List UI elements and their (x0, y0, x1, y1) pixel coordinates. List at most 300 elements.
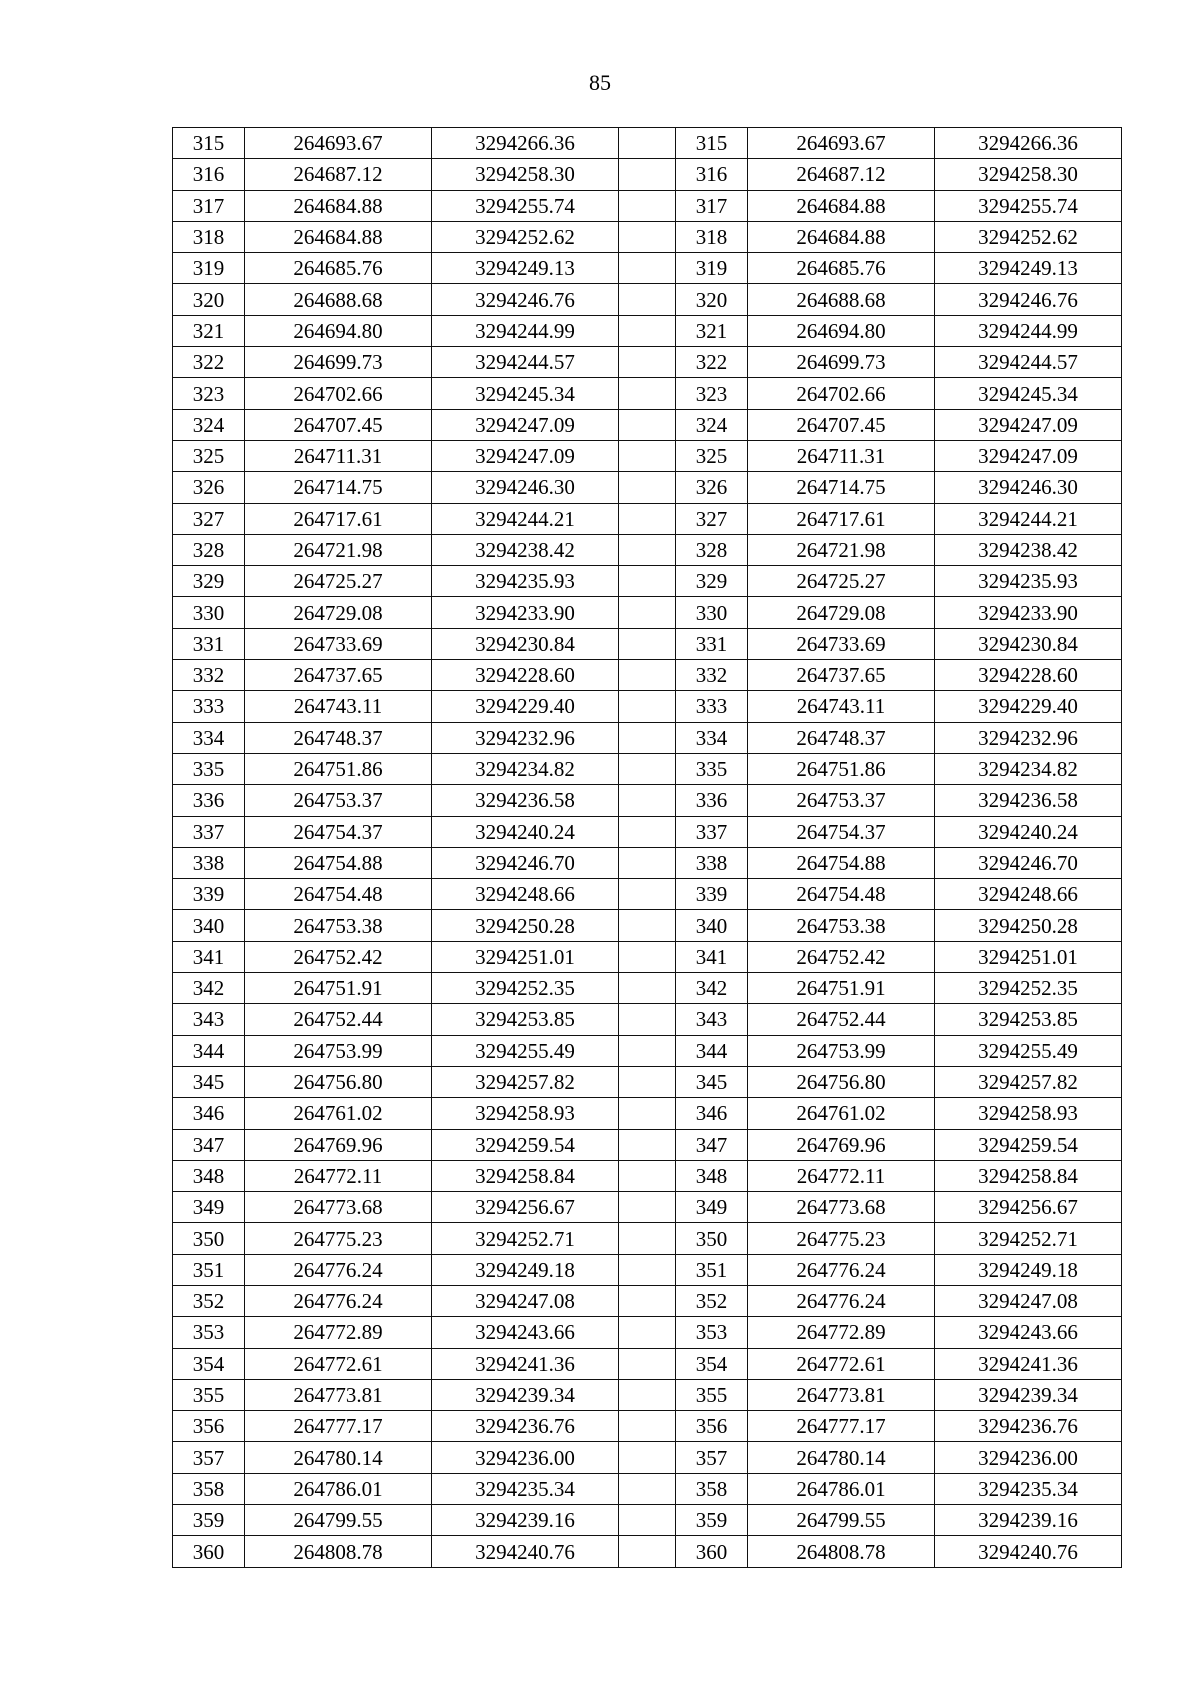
y-coordinate-right: 3294251.01 (935, 941, 1122, 972)
empty-separator-cell (619, 816, 676, 847)
y-coordinate-left: 3294234.82 (432, 753, 619, 784)
point-number-left: 359 (173, 1505, 245, 1536)
x-coordinate-right: 264773.81 (748, 1379, 935, 1410)
y-coordinate-right: 3294249.13 (935, 253, 1122, 284)
table-row (173, 847, 1122, 878)
table-row (173, 1004, 1122, 1035)
x-coordinate-right: 264714.75 (748, 472, 935, 503)
point-number-right: 319 (676, 253, 748, 284)
x-coordinate-left: 264776.24 (245, 1285, 432, 1316)
point-number-right: 316 (676, 159, 748, 190)
empty-separator-cell (619, 1066, 676, 1097)
y-coordinate-left: 3294241.36 (432, 1348, 619, 1379)
empty-separator-cell (619, 440, 676, 471)
x-coordinate-left: 264773.81 (245, 1379, 432, 1410)
empty-separator-cell (619, 1348, 676, 1379)
y-coordinate-left: 3294238.42 (432, 534, 619, 565)
x-coordinate-right: 264687.12 (748, 159, 935, 190)
table-row (173, 1348, 1122, 1379)
point-number-right: 360 (676, 1536, 748, 1567)
y-coordinate-right: 3294246.30 (935, 472, 1122, 503)
point-number-left: 334 (173, 722, 245, 753)
point-number-left: 328 (173, 534, 245, 565)
point-number-left: 327 (173, 503, 245, 534)
y-coordinate-left: 3294258.93 (432, 1098, 619, 1129)
point-number-left: 317 (173, 190, 245, 221)
coordinates-table-body (173, 128, 1122, 1568)
point-number-left: 320 (173, 284, 245, 315)
y-coordinate-right: 3294232.96 (935, 722, 1122, 753)
x-coordinate-right: 264699.73 (748, 347, 935, 378)
x-coordinate-left: 264743.11 (245, 691, 432, 722)
y-coordinate-right: 3294229.40 (935, 691, 1122, 722)
table-row (173, 660, 1122, 691)
y-coordinate-right: 3294236.58 (935, 785, 1122, 816)
y-coordinate-right: 3294245.34 (935, 378, 1122, 409)
point-number-right: 339 (676, 879, 748, 910)
table-row (173, 1505, 1122, 1536)
empty-separator-cell (619, 1473, 676, 1504)
y-coordinate-right: 3294247.09 (935, 409, 1122, 440)
point-number-left: 322 (173, 347, 245, 378)
x-coordinate-left: 264753.37 (245, 785, 432, 816)
y-coordinate-left: 3294256.67 (432, 1192, 619, 1223)
point-number-right: 315 (676, 128, 748, 159)
y-coordinate-left: 3294255.49 (432, 1035, 619, 1066)
y-coordinate-right: 3294236.00 (935, 1442, 1122, 1473)
table-row (173, 691, 1122, 722)
empty-separator-cell (619, 973, 676, 1004)
empty-separator-cell (619, 1505, 676, 1536)
page-number: 85 (589, 70, 611, 95)
empty-separator-cell (619, 378, 676, 409)
point-number-right: 334 (676, 722, 748, 753)
table-row (173, 1379, 1122, 1410)
x-coordinate-right: 264776.24 (748, 1285, 935, 1316)
coordinates-table (172, 127, 1122, 1568)
point-number-right: 331 (676, 628, 748, 659)
y-coordinate-right: 3294258.30 (935, 159, 1122, 190)
x-coordinate-left: 264808.78 (245, 1536, 432, 1567)
x-coordinate-left: 264748.37 (245, 722, 432, 753)
x-coordinate-right: 264754.48 (748, 879, 935, 910)
point-number-right: 357 (676, 1442, 748, 1473)
point-number-left: 321 (173, 315, 245, 346)
point-number-left: 326 (173, 472, 245, 503)
x-coordinate-left: 264756.80 (245, 1066, 432, 1097)
point-number-left: 329 (173, 566, 245, 597)
x-coordinate-right: 264743.11 (748, 691, 935, 722)
point-number-left: 323 (173, 378, 245, 409)
x-coordinate-left: 264786.01 (245, 1473, 432, 1504)
point-number-left: 351 (173, 1254, 245, 1285)
x-coordinate-right: 264684.88 (748, 190, 935, 221)
y-coordinate-left: 3294247.09 (432, 440, 619, 471)
y-coordinate-left: 3294250.28 (432, 910, 619, 941)
empty-separator-cell (619, 503, 676, 534)
x-coordinate-right: 264693.67 (748, 128, 935, 159)
point-number-right: 340 (676, 910, 748, 941)
empty-separator-cell (619, 409, 676, 440)
y-coordinate-right: 3294256.67 (935, 1192, 1122, 1223)
y-coordinate-right: 3294246.70 (935, 847, 1122, 878)
x-coordinate-left: 264752.44 (245, 1004, 432, 1035)
x-coordinate-right: 264694.80 (748, 315, 935, 346)
table-row (173, 1317, 1122, 1348)
y-coordinate-left: 3294240.76 (432, 1536, 619, 1567)
y-coordinate-left: 3294236.76 (432, 1411, 619, 1442)
table-row (173, 440, 1122, 471)
table-row (173, 503, 1122, 534)
x-coordinate-left: 264702.66 (245, 378, 432, 409)
y-coordinate-left: 3294257.82 (432, 1066, 619, 1097)
empty-separator-cell (619, 1004, 676, 1035)
y-coordinate-right: 3294246.76 (935, 284, 1122, 315)
x-coordinate-right: 264711.31 (748, 440, 935, 471)
y-coordinate-left: 3294240.24 (432, 816, 619, 847)
empty-separator-cell (619, 785, 676, 816)
table-row (173, 128, 1122, 159)
y-coordinate-right: 3294239.34 (935, 1379, 1122, 1410)
point-number-left: 341 (173, 941, 245, 972)
x-coordinate-left: 264717.61 (245, 503, 432, 534)
x-coordinate-left: 264687.12 (245, 159, 432, 190)
table-row (173, 753, 1122, 784)
point-number-right: 343 (676, 1004, 748, 1035)
table-row (173, 566, 1122, 597)
x-coordinate-left: 264733.69 (245, 628, 432, 659)
empty-separator-cell (619, 315, 676, 346)
point-number-right: 348 (676, 1160, 748, 1191)
x-coordinate-right: 264773.68 (748, 1192, 935, 1223)
table-row (173, 253, 1122, 284)
x-coordinate-left: 264754.88 (245, 847, 432, 878)
point-number-right: 327 (676, 503, 748, 534)
y-coordinate-right: 3294244.57 (935, 347, 1122, 378)
table-row (173, 1098, 1122, 1129)
y-coordinate-right: 3294238.42 (935, 534, 1122, 565)
y-coordinate-right: 3294252.62 (935, 221, 1122, 252)
point-number-left: 331 (173, 628, 245, 659)
y-coordinate-left: 3294245.34 (432, 378, 619, 409)
table-row (173, 1442, 1122, 1473)
y-coordinate-right: 3294247.08 (935, 1285, 1122, 1316)
y-coordinate-right: 3294255.74 (935, 190, 1122, 221)
x-coordinate-left: 264772.11 (245, 1160, 432, 1191)
point-number-right: 325 (676, 440, 748, 471)
table-row (173, 1160, 1122, 1191)
point-number-right: 337 (676, 816, 748, 847)
x-coordinate-right: 264685.76 (748, 253, 935, 284)
point-number-right: 349 (676, 1192, 748, 1223)
y-coordinate-left: 3294246.76 (432, 284, 619, 315)
y-coordinate-left: 3294233.90 (432, 597, 619, 628)
empty-separator-cell (619, 691, 676, 722)
empty-separator-cell (619, 660, 676, 691)
y-coordinate-right: 3294250.28 (935, 910, 1122, 941)
y-coordinate-left: 3294249.13 (432, 253, 619, 284)
point-number-right: 346 (676, 1098, 748, 1129)
empty-separator-cell (619, 159, 676, 190)
x-coordinate-right: 264769.96 (748, 1129, 935, 1160)
x-coordinate-left: 264773.68 (245, 1192, 432, 1223)
x-coordinate-right: 264756.80 (748, 1066, 935, 1097)
table-row (173, 1223, 1122, 1254)
point-number-right: 344 (676, 1035, 748, 1066)
y-coordinate-left: 3294236.00 (432, 1442, 619, 1473)
x-coordinate-left: 264753.99 (245, 1035, 432, 1066)
y-coordinate-right: 3294258.84 (935, 1160, 1122, 1191)
empty-separator-cell (619, 753, 676, 784)
x-coordinate-right: 264780.14 (748, 1442, 935, 1473)
point-number-left: 354 (173, 1348, 245, 1379)
table-row (173, 1473, 1122, 1504)
table-row (173, 816, 1122, 847)
y-coordinate-right: 3294248.66 (935, 879, 1122, 910)
x-coordinate-right: 264688.68 (748, 284, 935, 315)
table-row (173, 409, 1122, 440)
point-number-left: 324 (173, 409, 245, 440)
x-coordinate-right: 264786.01 (748, 1473, 935, 1504)
y-coordinate-left: 3294251.01 (432, 941, 619, 972)
y-coordinate-left: 3294230.84 (432, 628, 619, 659)
y-coordinate-left: 3294236.58 (432, 785, 619, 816)
point-number-left: 337 (173, 816, 245, 847)
x-coordinate-left: 264751.91 (245, 973, 432, 1004)
point-number-right: 341 (676, 941, 748, 972)
empty-separator-cell (619, 472, 676, 503)
point-number-right: 329 (676, 566, 748, 597)
y-coordinate-right: 3294235.93 (935, 566, 1122, 597)
point-number-left: 344 (173, 1035, 245, 1066)
x-coordinate-right: 264753.99 (748, 1035, 935, 1066)
y-coordinate-right: 3294241.36 (935, 1348, 1122, 1379)
empty-separator-cell (619, 1160, 676, 1191)
point-number-left: 346 (173, 1098, 245, 1129)
x-coordinate-left: 264737.65 (245, 660, 432, 691)
x-coordinate-right: 264721.98 (748, 534, 935, 565)
empty-separator-cell (619, 1285, 676, 1316)
x-coordinate-right: 264776.24 (748, 1254, 935, 1285)
y-coordinate-left: 3294252.62 (432, 221, 619, 252)
y-coordinate-right: 3294244.21 (935, 503, 1122, 534)
y-coordinate-left: 3294229.40 (432, 691, 619, 722)
empty-separator-cell (619, 847, 676, 878)
point-number-right: 354 (676, 1348, 748, 1379)
x-coordinate-right: 264761.02 (748, 1098, 935, 1129)
table-row (173, 284, 1122, 315)
point-number-left: 352 (173, 1285, 245, 1316)
y-coordinate-right: 3294259.54 (935, 1129, 1122, 1160)
empty-separator-cell (619, 722, 676, 753)
x-coordinate-left: 264684.88 (245, 190, 432, 221)
table-row (173, 879, 1122, 910)
empty-separator-cell (619, 128, 676, 159)
x-coordinate-right: 264684.88 (748, 221, 935, 252)
empty-separator-cell (619, 1035, 676, 1066)
point-number-left: 339 (173, 879, 245, 910)
y-coordinate-right: 3294234.82 (935, 753, 1122, 784)
y-coordinate-left: 3294266.36 (432, 128, 619, 159)
point-number-right: 332 (676, 660, 748, 691)
point-number-left: 315 (173, 128, 245, 159)
y-coordinate-left: 3294244.99 (432, 315, 619, 346)
empty-separator-cell (619, 253, 676, 284)
point-number-right: 358 (676, 1473, 748, 1504)
x-coordinate-left: 264714.75 (245, 472, 432, 503)
point-number-left: 355 (173, 1379, 245, 1410)
x-coordinate-left: 264751.86 (245, 753, 432, 784)
point-number-right: 347 (676, 1129, 748, 1160)
point-number-right: 328 (676, 534, 748, 565)
table-row (173, 1285, 1122, 1316)
point-number-right: 335 (676, 753, 748, 784)
point-number-left: 347 (173, 1129, 245, 1160)
y-coordinate-left: 3294239.34 (432, 1379, 619, 1410)
empty-separator-cell (619, 347, 676, 378)
y-coordinate-left: 3294252.35 (432, 973, 619, 1004)
y-coordinate-right: 3294252.35 (935, 973, 1122, 1004)
table-row (173, 910, 1122, 941)
point-number-left: 340 (173, 910, 245, 941)
y-coordinate-right: 3294236.76 (935, 1411, 1122, 1442)
x-coordinate-left: 264707.45 (245, 409, 432, 440)
x-coordinate-left: 264775.23 (245, 1223, 432, 1254)
empty-separator-cell (619, 190, 676, 221)
x-coordinate-right: 264725.27 (748, 566, 935, 597)
x-coordinate-left: 264753.38 (245, 910, 432, 941)
point-number-right: 317 (676, 190, 748, 221)
point-number-right: 322 (676, 347, 748, 378)
y-coordinate-right: 3294233.90 (935, 597, 1122, 628)
empty-separator-cell (619, 1317, 676, 1348)
x-coordinate-left: 264769.96 (245, 1129, 432, 1160)
empty-separator-cell (619, 1536, 676, 1567)
x-coordinate-left: 264761.02 (245, 1098, 432, 1129)
x-coordinate-right: 264775.23 (748, 1223, 935, 1254)
y-coordinate-right: 3294240.76 (935, 1536, 1122, 1567)
point-number-right: 333 (676, 691, 748, 722)
point-number-right: 318 (676, 221, 748, 252)
point-number-right: 324 (676, 409, 748, 440)
y-coordinate-left: 3294246.70 (432, 847, 619, 878)
x-coordinate-right: 264737.65 (748, 660, 935, 691)
x-coordinate-right: 264772.89 (748, 1317, 935, 1348)
y-coordinate-right: 3294240.24 (935, 816, 1122, 847)
table-row (173, 472, 1122, 503)
point-number-right: 321 (676, 315, 748, 346)
y-coordinate-left: 3294255.74 (432, 190, 619, 221)
y-coordinate-right: 3294249.18 (935, 1254, 1122, 1285)
y-coordinate-left: 3294247.08 (432, 1285, 619, 1316)
x-coordinate-right: 264752.42 (748, 941, 935, 972)
point-number-right: 338 (676, 847, 748, 878)
point-number-right: 355 (676, 1379, 748, 1410)
table-row (173, 628, 1122, 659)
table-row (173, 1536, 1122, 1567)
point-number-left: 358 (173, 1473, 245, 1504)
point-number-left: 350 (173, 1223, 245, 1254)
x-coordinate-left: 264725.27 (245, 566, 432, 597)
table-row (173, 785, 1122, 816)
y-coordinate-left: 3294244.21 (432, 503, 619, 534)
table-row (173, 378, 1122, 409)
point-number-left: 357 (173, 1442, 245, 1473)
y-coordinate-right: 3294239.16 (935, 1505, 1122, 1536)
y-coordinate-left: 3294252.71 (432, 1223, 619, 1254)
x-coordinate-left: 264685.76 (245, 253, 432, 284)
y-coordinate-left: 3294249.18 (432, 1254, 619, 1285)
empty-separator-cell (619, 1254, 676, 1285)
y-coordinate-left: 3294243.66 (432, 1317, 619, 1348)
point-number-left: 335 (173, 753, 245, 784)
point-number-right: 342 (676, 973, 748, 1004)
table-row (173, 1129, 1122, 1160)
empty-separator-cell (619, 628, 676, 659)
point-number-right: 323 (676, 378, 748, 409)
point-number-left: 325 (173, 440, 245, 471)
empty-separator-cell (619, 1098, 676, 1129)
empty-separator-cell (619, 284, 676, 315)
x-coordinate-left: 264776.24 (245, 1254, 432, 1285)
y-coordinate-right: 3294257.82 (935, 1066, 1122, 1097)
table-row (173, 973, 1122, 1004)
empty-separator-cell (619, 1129, 676, 1160)
x-coordinate-left: 264711.31 (245, 440, 432, 471)
y-coordinate-left: 3294259.54 (432, 1129, 619, 1160)
y-coordinate-left: 3294239.16 (432, 1505, 619, 1536)
x-coordinate-left: 264688.68 (245, 284, 432, 315)
point-number-left: 333 (173, 691, 245, 722)
x-coordinate-left: 264752.42 (245, 941, 432, 972)
y-coordinate-left: 3294235.34 (432, 1473, 619, 1504)
x-coordinate-left: 264772.89 (245, 1317, 432, 1348)
point-number-left: 349 (173, 1192, 245, 1223)
y-coordinate-left: 3294248.66 (432, 879, 619, 910)
y-coordinate-left: 3294258.84 (432, 1160, 619, 1191)
x-coordinate-left: 264721.98 (245, 534, 432, 565)
empty-separator-cell (619, 566, 676, 597)
x-coordinate-right: 264751.86 (748, 753, 935, 784)
table-row (173, 190, 1122, 221)
point-number-left: 338 (173, 847, 245, 878)
point-number-right: 353 (676, 1317, 748, 1348)
y-coordinate-right: 3294235.34 (935, 1473, 1122, 1504)
table-row (173, 1066, 1122, 1097)
x-coordinate-left: 264684.88 (245, 221, 432, 252)
y-coordinate-right: 3294230.84 (935, 628, 1122, 659)
empty-separator-cell (619, 1411, 676, 1442)
x-coordinate-left: 264799.55 (245, 1505, 432, 1536)
y-coordinate-right: 3294255.49 (935, 1035, 1122, 1066)
y-coordinate-left: 3294253.85 (432, 1004, 619, 1035)
empty-separator-cell (619, 1192, 676, 1223)
point-number-right: 330 (676, 597, 748, 628)
table-row (173, 1254, 1122, 1285)
y-coordinate-left: 3294244.57 (432, 347, 619, 378)
point-number-left: 336 (173, 785, 245, 816)
y-coordinate-left: 3294246.30 (432, 472, 619, 503)
x-coordinate-left: 264729.08 (245, 597, 432, 628)
y-coordinate-left: 3294228.60 (432, 660, 619, 691)
point-number-right: 359 (676, 1505, 748, 1536)
x-coordinate-right: 264753.37 (748, 785, 935, 816)
table-row (173, 1192, 1122, 1223)
x-coordinate-right: 264777.17 (748, 1411, 935, 1442)
point-number-right: 320 (676, 284, 748, 315)
empty-separator-cell (619, 597, 676, 628)
table-row (173, 1411, 1122, 1442)
